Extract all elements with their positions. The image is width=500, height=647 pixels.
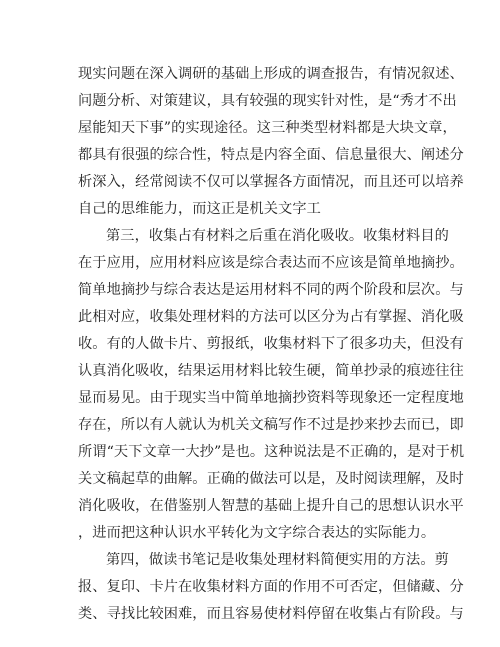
text-line: 问题分析、对策建议，具有较强的现实针对性，是“秀才不出 — [78, 93, 457, 109]
text-line: 存在，所以有人就认为机关文稿写作不过是抄来抄去而已，即 — [78, 417, 464, 433]
text-line: ，进而把这种认识水平转化为文字综合表达的实际能力。 — [78, 525, 436, 541]
text-line: 自己的思维能力，而这正是机关文字工 — [78, 201, 321, 217]
text-line: 屋能知天下事”的实现途径。这三种类型材料都是大块文章， — [78, 120, 457, 136]
text-line: 类、寻找比较困难，而且容易使材料停留在收集占有阶段。与 — [78, 606, 464, 622]
text-line: 报、复印、卡片在收集材料方面的作用不可否定，但储藏、分 — [78, 579, 464, 595]
text-line: 消化吸收，在借鉴别人智慧的基础上提升自己的思想认识水平 — [78, 498, 464, 514]
text-line: 显而易见。由于现实当中简单地摘抄资料等现象还一定程度地 — [78, 390, 464, 406]
paragraph-start-line: 第三，收集占有材料之后重在消化吸收。收集材料目的 — [106, 228, 449, 244]
text-line: 在于应用，应用材料应该是综合表达而不应该是简单地摘抄。 — [78, 255, 464, 271]
text-line: 此相对应，收集处理材料的方法可以区分为占有掌握、消化吸 — [78, 309, 464, 325]
paragraph-start-line: 第四，做读书笔记是收集处理材料简便实用的方法。剪 — [106, 552, 449, 568]
text-line: 都具有很强的综合性，特点是内容全面、信息量很大、阐述分 — [78, 147, 464, 163]
text-line: 认真消化吸收，结果运用材料比较生硬，简单抄录的痕迹往往 — [78, 363, 464, 379]
text-line: 关文稿起草的曲解。正确的做法可以是，及时阅读理解，及时 — [78, 471, 464, 487]
text-line: 现实问题在深入调研的基础上形成的调查报告，有情况叙述、 — [78, 66, 464, 82]
text-line: 收。有的人做卡片、剪报纸，收集材料下了很多功夫，但没有 — [78, 336, 464, 352]
text-line: 所谓“天下文章一大抄”是也。这种说法是不正确的，是对于机 — [78, 444, 465, 460]
text-line: 简单地摘抄与综合表达是运用材料不同的两个阶段和层次。与 — [78, 282, 464, 298]
text-line: 析深入，经常阅读不仅可以掌握各方面情况，而且还可以培养 — [78, 174, 464, 190]
